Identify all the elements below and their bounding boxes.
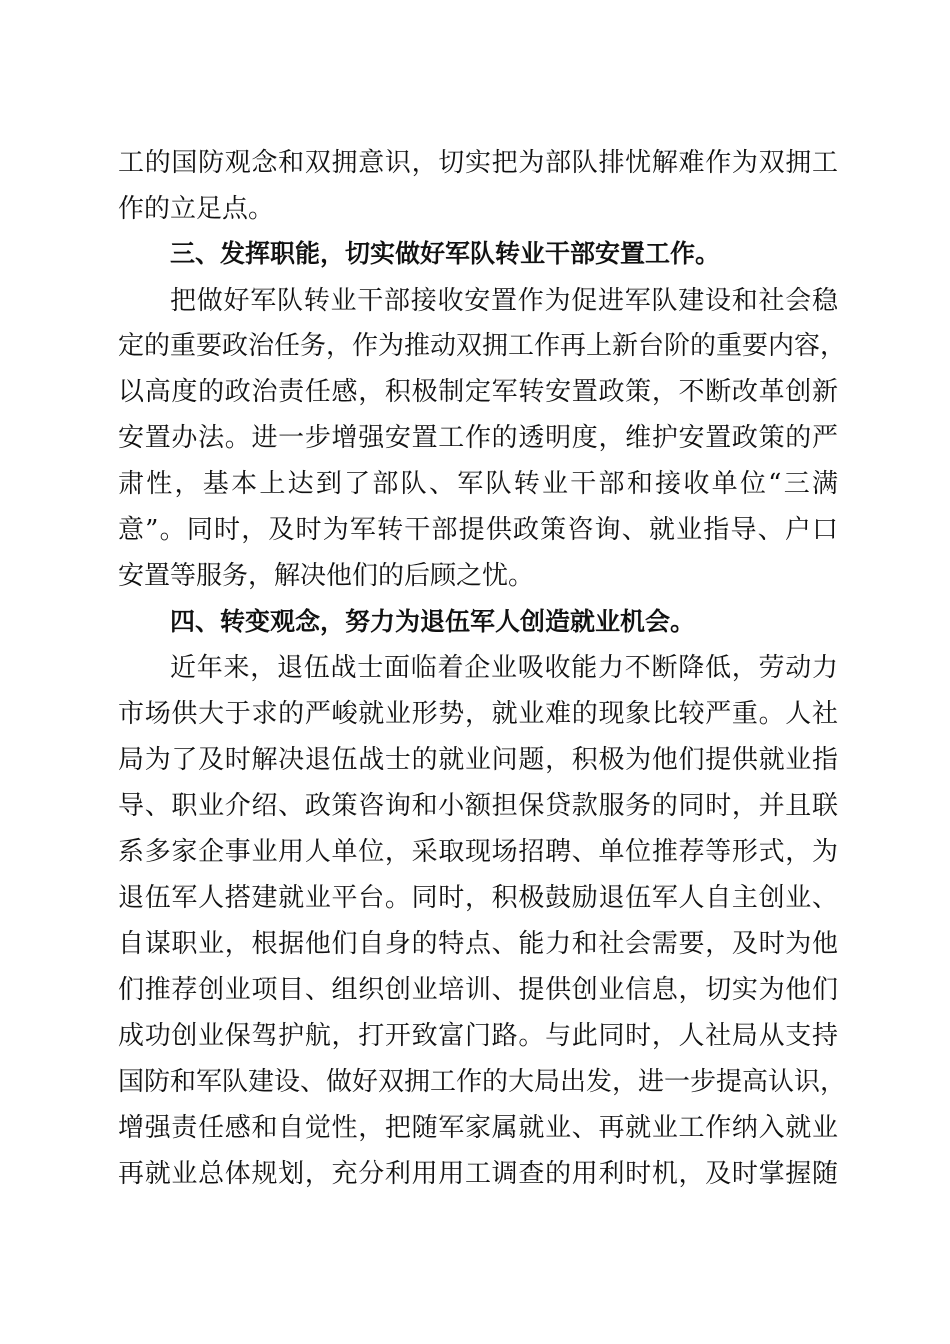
- body-text-line: 成功创业保驾护航，打开致富门路。与此同时，人社局从支持: [118, 1021, 838, 1051]
- body-text-line: 意”。同时，及时为军转干部提供政策咨询、就业指导、户口: [118, 515, 838, 545]
- body-text-line: 安置等服务，解决他们的后顾之忧。: [118, 561, 535, 591]
- body-text-line: 把做好军队转业干部接收安置作为促进军队建设和社会稳: [170, 286, 838, 316]
- body-text-line: 安置办法。进一步增强安置工作的透明度，维护安置政策的严: [118, 423, 838, 453]
- body-text-line: 国防和军队建设、做好双拥工作的大局出发，进一步提高认识，: [118, 1067, 847, 1097]
- body-text-line: 增强责任感和自觉性，把随军家属就业、再就业工作纳入就业: [118, 1113, 838, 1143]
- body-text-line: 近年来，退伍战士面临着企业吸收能力不断降低，劳动力: [170, 653, 838, 683]
- body-text-line: 定的重要政治任务，作为推动双拥工作再上新台阶的重要内容，: [118, 331, 847, 361]
- body-text-line: 再就业总体规划，充分利用用工调查的用利时机，及时掌握随: [118, 1159, 838, 1189]
- body-text-line: 系多家企事业用人单位，采取现场招聘、单位推荐等形式，为: [118, 837, 838, 867]
- section-heading-4: 四、转变观念，努力为退伍军人创造就业机会。: [170, 607, 696, 636]
- body-text-line: 肃性，基本上达到了部队、军队转业干部和接收单位“三满: [118, 469, 838, 499]
- body-text-line: 工的国防观念和双拥意识，切实把为部队排忧解难作为双拥工: [118, 148, 838, 178]
- body-text-line: 局为了及时解决退伍战士的就业问题，积极为他们提供就业指: [118, 745, 838, 775]
- section-heading-3: 三、发挥职能，切实做好军队转业干部安置工作。: [170, 239, 721, 268]
- body-text-line: 作的立足点。: [118, 194, 275, 224]
- body-text-line: 市场供大于求的严峻就业形势，就业难的现象比较严重。人社: [118, 699, 838, 729]
- body-text-line: 们推荐创业项目、组织创业培训、提供创业信息，切实为他们: [118, 975, 838, 1005]
- body-text-line: 以高度的政治责任感，积极制定军转安置政策，不断改革创新: [118, 377, 838, 407]
- body-text-line: 退伍军人搭建就业平台。同时，积极鼓励退伍军人自主创业、: [118, 883, 838, 913]
- body-text-line: 自谋职业，根据他们自身的特点、能力和社会需要，及时为他: [118, 929, 838, 959]
- body-text-line: 导、职业介绍、政策咨询和小额担保贷款服务的同时，并且联: [118, 791, 838, 821]
